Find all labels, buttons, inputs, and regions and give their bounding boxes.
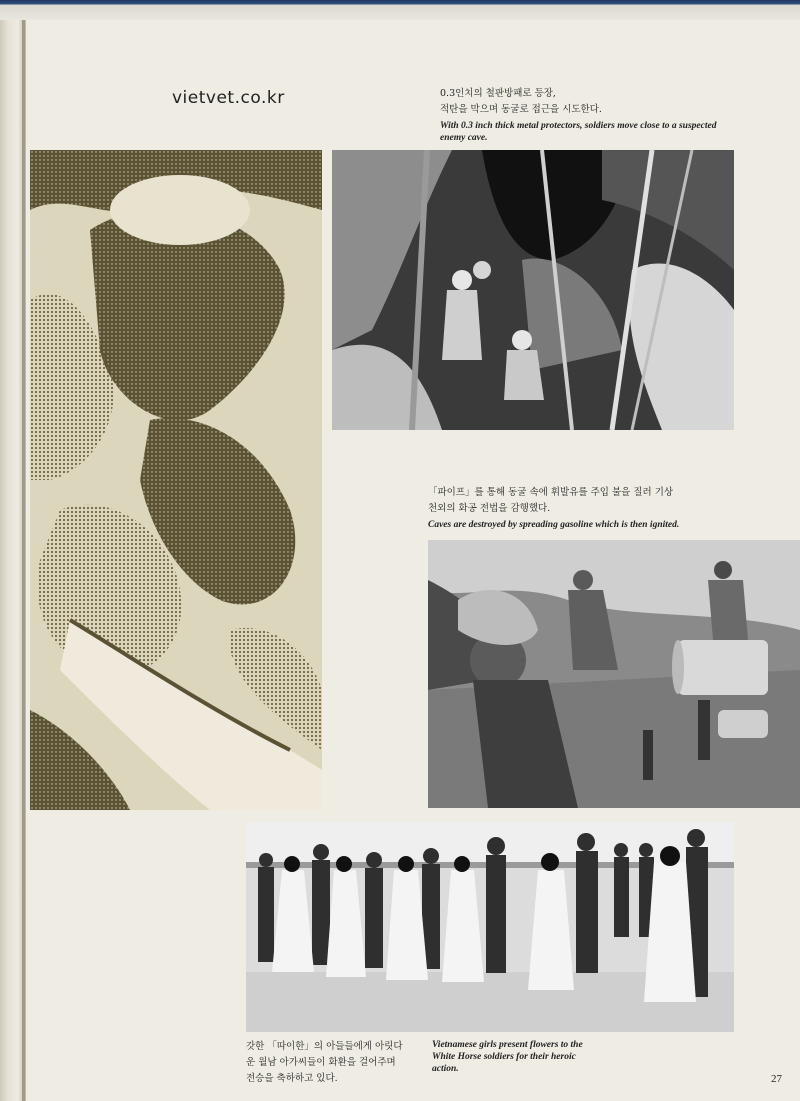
photo-girls-present-flowers bbox=[246, 822, 734, 1032]
caption-en: Caves are destroyed by spreading gasoline which is then ignited. bbox=[428, 520, 680, 530]
page-number: 27 bbox=[771, 1073, 782, 1085]
photo-soldiers-approach-cave bbox=[332, 150, 734, 430]
caption-gasoline-fire bbox=[428, 485, 738, 531]
caption-ko-line: 적탄을 막으며 동굴로 접근을 시도한다. bbox=[440, 104, 602, 115]
site-watermark: vietvet.co.kr bbox=[172, 88, 285, 108]
scan-top-edge bbox=[0, 0, 800, 20]
halftone-photo-cave-closeup bbox=[30, 150, 322, 810]
caption-cave-approach bbox=[440, 86, 740, 144]
caption-ko-line: 「파이프」를 통해 동굴 속에 휘발유를 주입 불을 질러 기상 bbox=[428, 487, 674, 498]
caption-flowers-ko bbox=[246, 1039, 426, 1087]
book-gutter bbox=[22, 20, 25, 1101]
caption-ko-line: 갓한 「따이한」의 아들들에게 아릿다 bbox=[246, 1041, 403, 1052]
caption-ko-line: 0.3인치의 철판방패로 등장, bbox=[440, 88, 556, 99]
caption-ko-line: 운 월남 아가씨들이 화환을 걸어주며 bbox=[246, 1057, 396, 1068]
caption-ko-line: 전승을 축하하고 있다. bbox=[246, 1073, 338, 1084]
caption-flowers-en: Vietnamese girls present flowers to the White Horse soldiers for their heroic action. bbox=[432, 1040, 583, 1074]
caption-ko-line: 천외의 화공 전법을 감행했다. bbox=[428, 503, 551, 514]
caption-en: With 0.3 inch thick metal protectors, soldiers move close to a suspected enemy cave. bbox=[440, 121, 717, 143]
photo-soldiers-gasoline-cave bbox=[428, 540, 800, 808]
